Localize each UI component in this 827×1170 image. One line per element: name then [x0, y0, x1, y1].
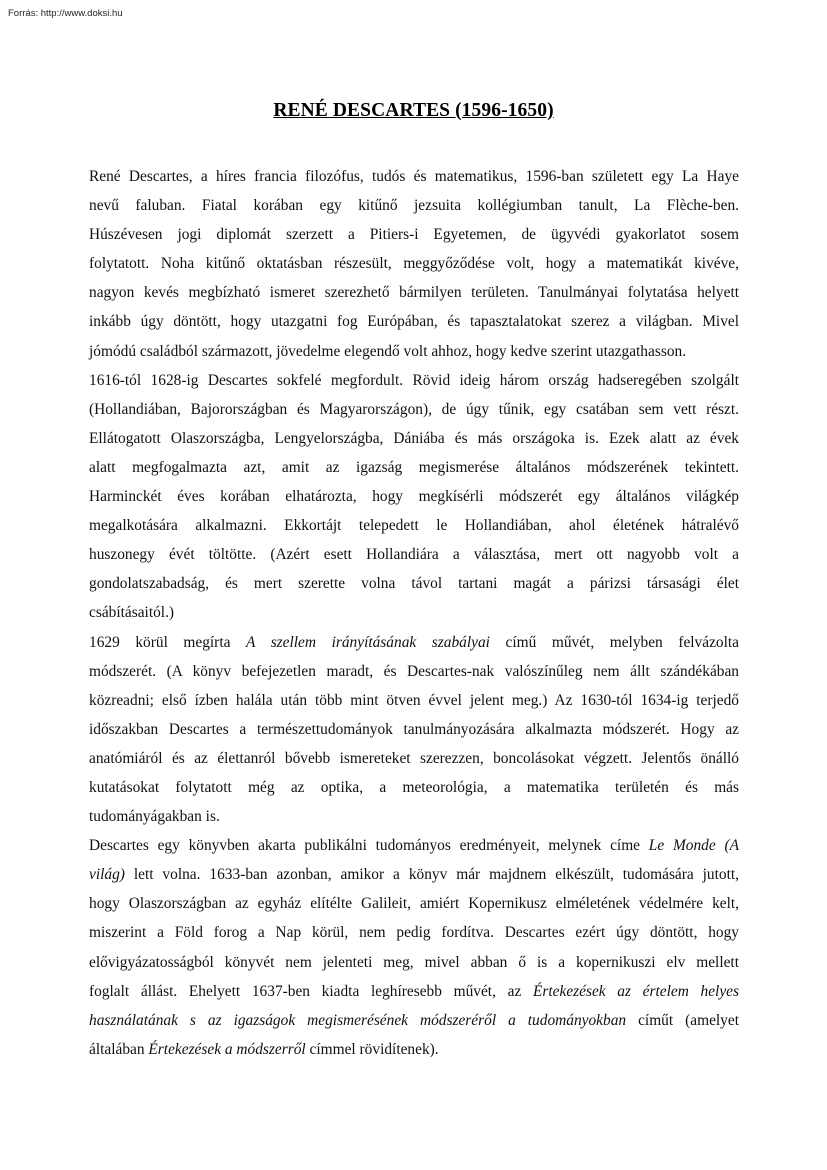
- text-segment: módszerét. (A könyv befejezetlen maradt, és Descartes-nak valószínűleg nem állt szándékában: [89, 662, 739, 680]
- text-segment: hogy Olaszországban az egyház elítélte Galileit, amiért Kopernikusz elméletének védelmére kelt,: [89, 895, 739, 913]
- text-line: [89, 744, 739, 773]
- italic-title-text: Értekezések a módszerről: [148, 1040, 306, 1058]
- text-segment: inkább úgy döntött, hogy utazgatni fog Európában, és tapasztalatokat szerez a világban. Mivel: [89, 313, 739, 331]
- text-segment: időszakban Descartes a természettudományok tanulmányozására alkalmazta módszerét. Hogy az: [89, 720, 739, 738]
- text-segment: folytatott. Noha kitűnő oktatásban részesült, meggyőződése volt, hogy a matematikát kivéve,: [89, 255, 739, 273]
- text-segment: elővigyázatosságból könyvét nem jelenteti meg, mivel abban ő is a kopernikuszi elv mellett: [89, 953, 739, 971]
- text-line: [89, 948, 739, 977]
- italic-title-text: A szellem irányításának szabályai: [246, 633, 490, 651]
- text-line: [89, 307, 739, 336]
- text-segment: csábításaitól.): [89, 604, 175, 622]
- text-segment: című művét, melyben felvázolta: [489, 633, 739, 651]
- text-segment: Harminckét éves korában elhatározta, hogy megkísérli módszerét egy általános világkép: [89, 488, 739, 506]
- text-segment: René Descartes, a híres francia filozófus, tudós és matematikus, 1596-ban született egy La Haye: [89, 168, 739, 185]
- text-line: [89, 540, 739, 569]
- text-line: [89, 773, 739, 802]
- text-line: [89, 569, 739, 598]
- text-line: [89, 424, 739, 453]
- text-line: [89, 395, 739, 424]
- text-segment: huszonegy évét töltötte. (Azért esett Hollandiára a választása, mert ott nagyobb volt a: [89, 546, 739, 564]
- text-line: [89, 482, 739, 511]
- text-line: [89, 220, 739, 249]
- text-line: [89, 366, 739, 395]
- text-line: [89, 628, 739, 657]
- text-segment: lett volna. 1633-ban azonban, amikor a könyv már majdnem elkészült, tudomására jutott,: [124, 866, 739, 884]
- text-line: [89, 831, 739, 860]
- text-segment: Húszévesen jogi diplomát szerzett a Pitiers-i Egyetemen, de ügyvédi gyakorlatot sosem: [89, 226, 739, 244]
- text-segment: nagyon kevés megbízható ismeret szerezhető bármilyen területen. Tanulmányai folytatása helyett: [89, 284, 739, 302]
- text-segment: kutatásokat folytatott még az optika, a meteorológia, a matematika területén és más: [89, 778, 739, 796]
- text-line: [89, 337, 739, 366]
- text-line: [89, 1006, 739, 1035]
- text-line: [89, 802, 739, 831]
- italic-title-text: Értekezések az értelem helyes: [532, 982, 739, 1000]
- text-segment: anatómiáról és az élettanról bővebb ismereteket szerezzen, boncolásokat végzett. Jelentős önálló: [89, 749, 739, 767]
- text-segment: Ellátogatott Olaszországba, Lengyelországba, Dániába és más országoka is. Ezek alatt az évek: [89, 429, 739, 447]
- text-line: [89, 977, 739, 1006]
- text-segment: közreadni; első ízben halála után több mint ötven évvel jelent meg.) Az 1630-tól 1634-ig terjedő: [89, 691, 739, 709]
- text-segment: (Hollandiában, Bajorországban és Magyarországon), de úgy tűnik, egy csatában sem vett részt.: [89, 400, 739, 418]
- text-line: [89, 191, 739, 220]
- text-line: [89, 860, 739, 889]
- document-body: [89, 162, 739, 1064]
- text-line: [89, 889, 739, 918]
- text-line: [89, 918, 739, 947]
- text-segment: gondolatszabadság, és mert szerette volna távol tartani magát a párizsi társasági élet: [89, 575, 739, 593]
- text-segment: miszerint a Föld forog a Nap körül, nem pedig fordítva. Descartes ezért úgy döntött, hogy: [89, 924, 739, 942]
- text-segment: Descartes egy könyvben akarta publikálni tudományos eredményeit, melynek címe: [89, 837, 649, 855]
- text-line: [89, 511, 739, 540]
- text-line: [89, 715, 739, 744]
- text-line: [89, 249, 739, 278]
- document-title: RENÉ DESCARTES (1596-1650): [273, 100, 554, 121]
- italic-title-text: világ): [89, 866, 125, 884]
- italic-title-text: használatának s az igazságok megismerésének módszeréről a tudományokban: [89, 1011, 627, 1029]
- text-line: [89, 278, 739, 307]
- text-segment: foglalt állást. Ehelyett 1637-ben kiadta leghíresebb művét, az: [89, 982, 533, 1000]
- text-segment: általában: [89, 1040, 149, 1058]
- text-segment: nevű faluban. Fiatal korában egy kitűnő jezsuita kollégiumban tanult, La Flèche-ben.: [89, 197, 739, 215]
- source-label: Forrás: http://www.doksi.hu: [8, 8, 123, 19]
- text-segment: jómódú családból származott, jövedelme elegendő volt ahhoz, hogy kedve szerint utazgathasson.: [89, 342, 687, 360]
- text-segment: 1616-tól 1628-ig Descartes sokfelé megfordult. Rövid ideig három ország hadseregében szolgált: [89, 371, 739, 389]
- text-segment: alatt megfogalmazta azt, amit az igazság megismerése általános módszerének tekintett.: [89, 458, 739, 476]
- text-line: [89, 1035, 739, 1064]
- text-line: [89, 453, 739, 482]
- text-segment: megalkotására alkalmazni. Ekkortájt telepedett le Hollandiában, ahol életének hátralévő: [89, 517, 739, 535]
- text-segment: címmel rövidítenek).: [305, 1040, 439, 1058]
- text-line: [89, 686, 739, 715]
- text-line: [89, 657, 739, 686]
- text-segment: tudományágakban is.: [89, 808, 220, 826]
- text-line: [89, 598, 739, 627]
- italic-title-text: Le Monde (A: [648, 837, 740, 855]
- text-segment: címűt (amelyet: [626, 1011, 739, 1029]
- text-segment: 1629 körül megírta: [89, 633, 246, 651]
- text-line: [89, 162, 739, 191]
